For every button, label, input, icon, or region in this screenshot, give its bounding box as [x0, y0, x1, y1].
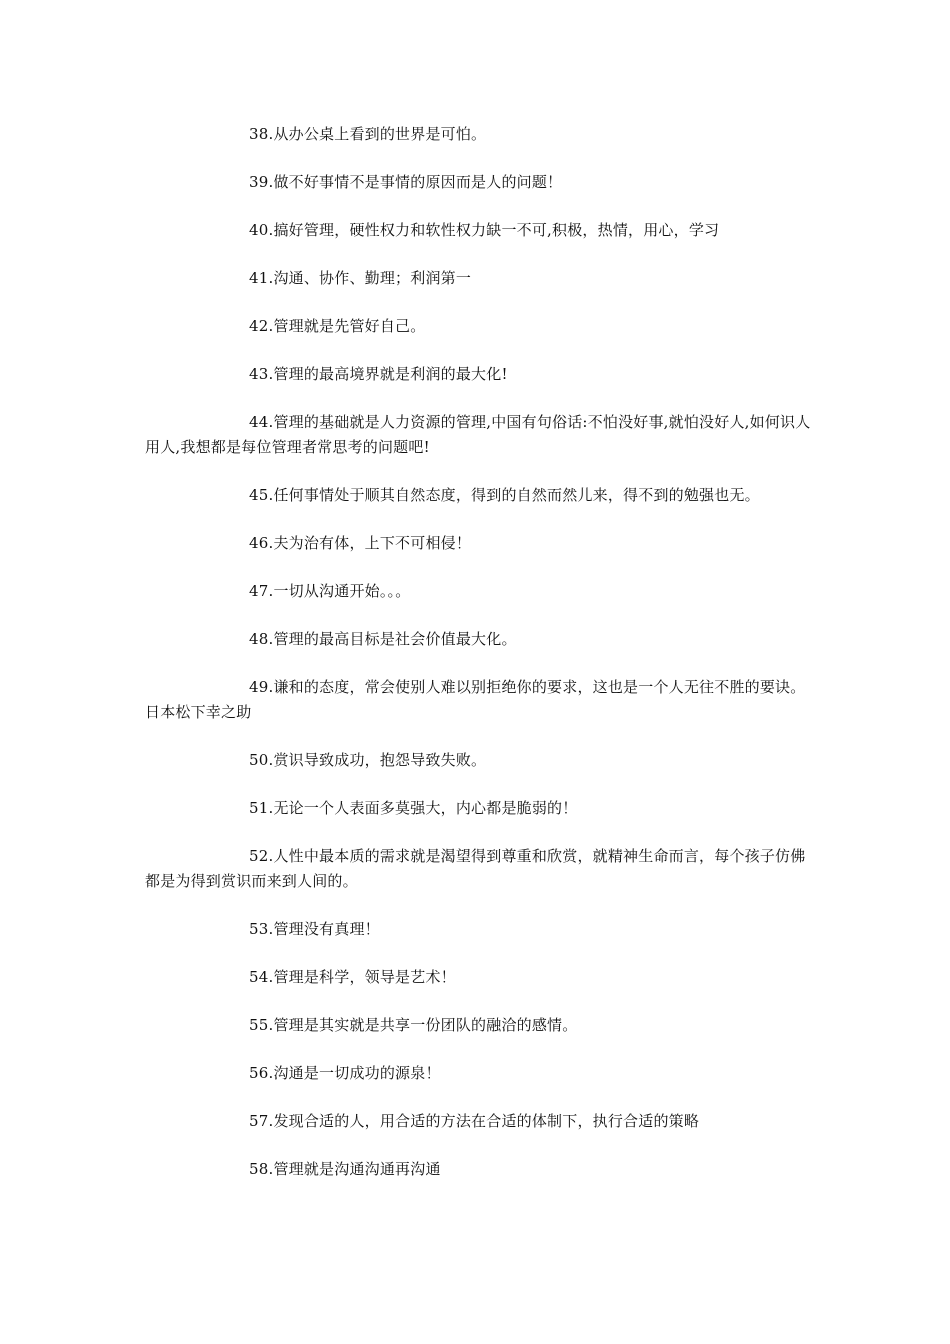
paragraph-57: 57.发现合适的人，用合适的方法在合适的体制下，执行合适的策略 [249, 1112, 700, 1130]
paragraph-42: 42.管理就是先管好自己。 [249, 317, 426, 335]
paragraph-56: 56.沟通是一切成功的源泉！ [249, 1064, 441, 1082]
paragraph-55: 55.管理是其实就是共享一份团队的融洽的感情。 [249, 1016, 578, 1034]
paragraph-47: 47.一切从沟通开始。。。 [249, 582, 411, 600]
paragraph-58: 58.管理就是沟通沟通再沟通 [249, 1160, 441, 1178]
paragraph-39: 39.做不好事情不是事情的原因而是人的问题！ [249, 173, 563, 191]
paragraph-40: 40.搞好管理，硬性权力和软性权力缺一不可,积极，热情，用心，学习 [249, 221, 720, 239]
paragraph-41: 41.沟通、协作、勤理；利润第一 [249, 269, 472, 287]
paragraph-46: 46.夫为治有体，上下不可相侵！ [249, 534, 472, 552]
paragraph-51: 51.无论一个人表面多莫强大，内心都是脆弱的！ [249, 799, 578, 817]
document-body [145, 122, 811, 1205]
paragraph-44: 44.管理的基础就是人力资源的管理,中国有句俗话:不怕没好事,就怕没好人,如何识人用人,我想都是每位管理者常思考的问题吧! [145, 413, 811, 456]
paragraph-49: 49.谦和的态度，常会使别人难以别拒绝你的要求，这也是一个人无往不胜的要诀。日本松下幸之助 [145, 678, 806, 721]
paragraph-53: 53.管理没有真理！ [249, 920, 380, 938]
paragraph-54: 54.管理是科学，领导是艺术！ [249, 968, 456, 986]
paragraph-45: 45.任何事情处于顺其自然态度，得到的自然而然儿来，得不到的勉强也无。 [249, 486, 760, 504]
paragraph-48: 48.管理的最高目标是社会价值最大化。 [249, 630, 517, 648]
paragraph-38: 38.从办公桌上看到的世界是可怕。 [249, 125, 487, 143]
paragraph-43: 43.管理的最高境界就是利润的最大化! [249, 365, 508, 383]
paragraph-50: 50.赏识导致成功，抱怨导致失败。 [249, 751, 487, 769]
paragraph-52: 52.人性中最本质的需求就是渴望得到尊重和欣赏，就精神生命而言，每个孩子仿佛都是为得到赏识而来到人间的。 [145, 847, 806, 890]
